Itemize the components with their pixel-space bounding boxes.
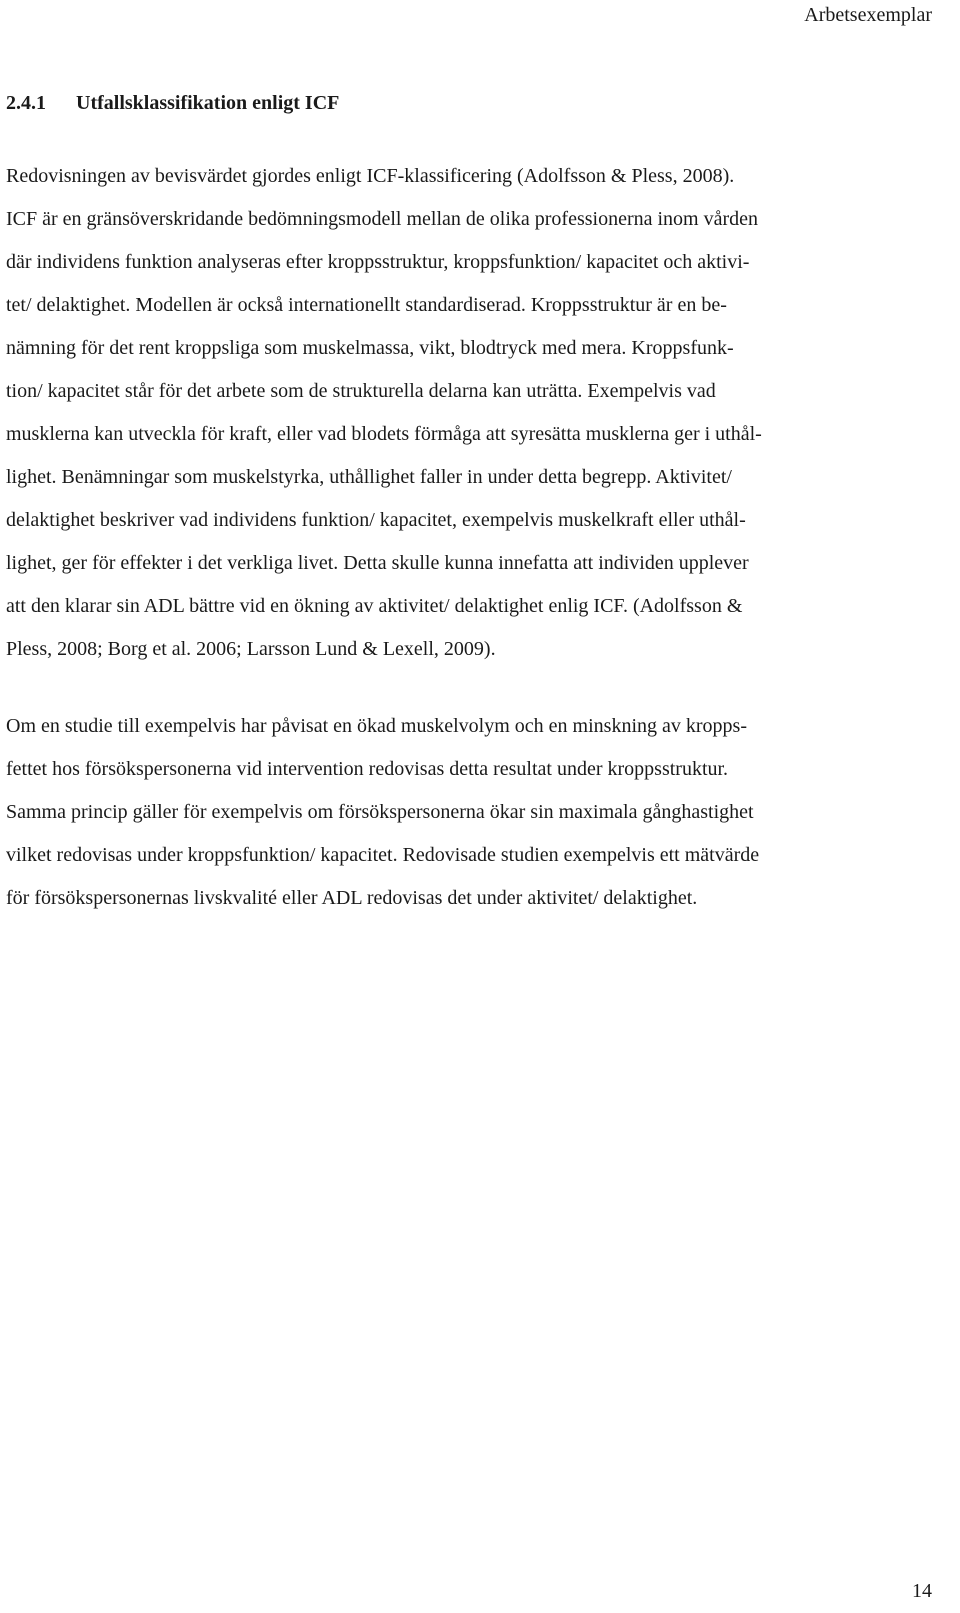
- section-title: Utfallsklassifikation enligt ICF: [76, 92, 340, 114]
- text-line: Pless, 2008; Borg et al. 2006; Larsson Lund & Lexell, 2009).: [6, 638, 496, 660]
- section-heading: [6, 91, 339, 115]
- paragraph-reporting-examples: [6, 714, 936, 929]
- text-line: för försökspersonernas livskvalité eller ADL redovisas det under aktivitet/ delaktighet.: [6, 887, 698, 909]
- text-line: Om en studie till exempelvis har påvisat en ökad muskelvolym och en minskning av kropps-: [6, 715, 747, 737]
- text-line: musklerna kan utveckla för kraft, eller vad blodets förmåga att syresätta musklerna ger i uthål-: [6, 423, 762, 445]
- text-line: delaktighet beskriver vad individens funktion/ kapacitet, exempelvis muskelkraft eller uthål-: [6, 509, 746, 531]
- page-number: 14: [912, 1580, 932, 1602]
- paragraph-icf-description: [6, 164, 936, 680]
- text-line: ICF är en gränsöverskridande bedömningsmodell mellan de olika professionerna inom vården: [6, 208, 759, 230]
- text-line: nämning för det rent kroppsliga som muskelmassa, vikt, blodtryck med mera. Kroppsfunk-: [6, 337, 734, 359]
- text-line: att den klarar sin ADL bättre vid en ökning av aktivitet/ delaktighet enlig ICF. (Adolfsson &: [6, 595, 743, 617]
- text-line: lighet. Benämningar som muskelstyrka, uthållighet faller in under detta begrepp. Aktivitet/: [6, 466, 732, 488]
- running-header: Arbetsexemplar: [804, 4, 932, 26]
- text-line: Redovisningen av bevisvärdet gjordes enligt ICF-klassificering (Adolfsson & Pless, 2008).: [6, 165, 735, 187]
- text-line: vilket redovisas under kroppsfunktion/ kapacitet. Redovisade studien exempelvis ett mätvärde: [6, 844, 760, 866]
- text-line: tion/ kapacitet står för det arbete som de strukturella delarna kan uträtta. Exempelvis vad: [6, 380, 716, 402]
- text-line: där individens funktion analyseras efter kroppsstruktur, kroppsfunktion/ kapacitet och aktivi-: [6, 251, 750, 273]
- text-line: lighet, ger för effekter i det verkliga livet. Detta skulle kunna innefatta att individen upplever: [6, 552, 749, 574]
- text-line: tet/ delaktighet. Modellen är också internationellt standardiserad. Kroppsstruktur är en be-: [6, 294, 727, 316]
- section-number: 2.4.1: [6, 92, 46, 114]
- text-line: Samma princip gäller för exempelvis om försökspersonerna ökar sin maximala gånghastighet: [6, 801, 754, 823]
- text-line: fettet hos försökspersonerna vid intervention redovisas detta resultat under kroppsstruktur.: [6, 758, 729, 780]
